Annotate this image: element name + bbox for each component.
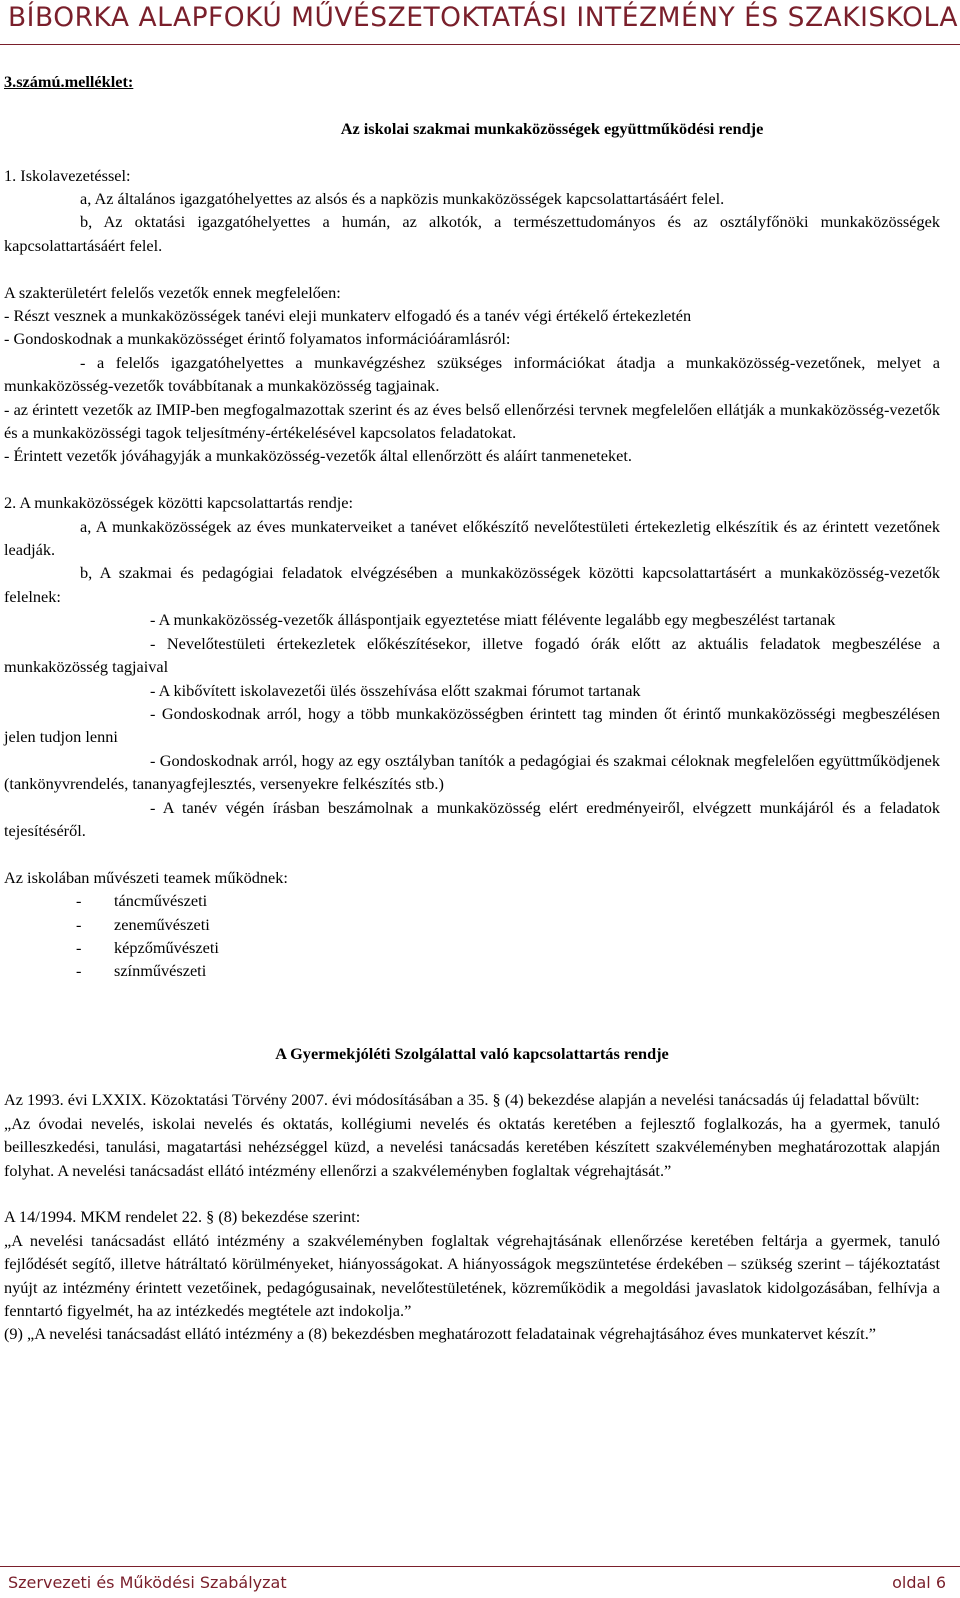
annex-label: 3.számú.melléklet:	[4, 72, 134, 91]
institution-title: BÍBORKA ALAPFOKÚ MŰVÉSZETOKTATÁSI INTÉZMÉNY ÉS SZAKISKOLA	[8, 2, 959, 33]
item1a-paragraph: a, Az általános igazgatóhelyettes az alsós és a napközis munkaközösségek kapcsolattartásáért felel.	[80, 189, 725, 208]
spacer	[4, 140, 940, 163]
spacer	[4, 468, 940, 491]
law1-quote: „Az óvodai nevelés, iskolai nevelés és oktatás, kollégiumi nevelés és oktatás keretében a fejlesztő foglalkozás, ha a gyermek, tanuló beilleszkedési, tanulási, magatartási nehézséggel küzd, a nevelési tanácsadás keretében készített szakvéleményben meghatározottak alapján folyhat. A nevelési tanácsadást ellátó intézmény ellenőrzi a szakvéleményben foglaltak végrehajtását.”	[4, 1113, 940, 1180]
law1-intro: Az 1993. évi LXXIX. Közoktatási Törvény 2007. évi módosításában a 35. § (4) bekezdése alapján a nevelési tanácsadás új feladattal bővült:	[4, 1090, 920, 1110]
teams-intro: Az iskolában művészeti teamek működnek:	[4, 867, 288, 887]
section-title-cooperation: Az iskolai szakmai munkaközösségek együttműködési rendje	[340, 118, 764, 138]
list-item	[4, 889, 940, 912]
item2b-point-4: - Gondoskodnak arról, hogy a több munkaközösségben érintett tag minden őt érintő munkaközösségi megbeszélésen jelen tudjon lenni	[4, 703, 940, 747]
list-dash: -	[76, 914, 82, 934]
footer-document-name: Szervezeti és Működési Szabályzat	[8, 1573, 287, 1592]
team-label: zeneművészeti	[114, 914, 210, 934]
item2a-paragraph: a, A munkaközösségek az éves munkaterveiket a tanévet előkészítő nevelőtestületi értekezletig elkészítik és az érintett vezetőnek leadják.	[4, 516, 940, 560]
item1-heading: 1. Iskolavezetéssel:	[4, 165, 131, 185]
law2-intro: A 14/1994. MKM rendelet 22. § (8) bekezdése szerint:	[4, 1207, 361, 1227]
page-footer	[0, 1566, 960, 1598]
spacer	[4, 1182, 940, 1205]
spacer	[4, 93, 940, 116]
leaders-point-3: - az érintett vezetők az IMIP-ben megfogalmazottak szerint és az éves belső ellenőrzési tervnek megfelelően ellátják a munkaközösség-vezetők és a munkaközösségi tagok teljesítmény-értékelésével kapcsolatos feladatokat.	[4, 399, 940, 443]
spacer	[4, 1006, 940, 1029]
list-dash: -	[76, 961, 82, 981]
item2b-point-2: - Nevelőtestületi értekezletek előkészítésekor, illetve fogadó órák előtt az aktuális feladatok megbeszélése a munkaközösség tagjaival	[4, 633, 940, 677]
item2b-paragraph: b, A szakmai és pedagógiai feladatok elvégzésében a munkaközösségek közötti kapcsolattartásért a munkaközösség-vezetők felelnek:	[4, 563, 940, 606]
document-body	[4, 70, 940, 1346]
list-item	[4, 936, 940, 959]
law2-paragraph-9: (9) „A nevelési tanácsadást ellátó intézmény a (8) bekezdésben meghatározott feladatainak végrehajtásához éves munkatervet készít.”	[4, 1324, 877, 1344]
team-label: táncművészeti	[114, 891, 208, 911]
spacer	[4, 983, 940, 1006]
team-label: színművészeti	[114, 961, 207, 981]
item1b-paragraph: b, Az oktatási igazgatóhelyettes a humán, az alkotók, a természettudományos és az osztályfőnöki munkaközösségek kapcsolattartásáért felel.	[4, 212, 940, 255]
list-item	[4, 959, 940, 982]
leaders-intro: A szakterületért felelős vezetők ennek megfelelően:	[4, 282, 341, 302]
item2b-point-6: - A tanév végén írásban beszámolnak a munkaközösség elért eredményeiről, elvégzett munkájáról és a feladatok tejesítéséről.	[4, 797, 940, 840]
list-dash: -	[76, 937, 82, 957]
list-dash: -	[76, 891, 82, 911]
page-header	[0, 0, 960, 45]
spacer	[4, 1030, 940, 1042]
leaders-point-1: - Részt vesznek a munkaközösségek tanévi eleji munkaterv elfogadó és a tanév végi értékelő értekezletén	[4, 306, 692, 326]
section-title-child-welfare: A Gyermekjóléti Szolgálattal való kapcsolattartás rendje	[275, 1043, 669, 1063]
spacer	[4, 1065, 940, 1088]
law2-quote: „A nevelési tanácsadást ellátó intézmény a szakvéleményben foglaltak végrehajtásának ellenőrzése keretében feltárja a gyermek, tanuló fejlődését segítő, illetve hátráltató körülményeket, hiányosságokat. A hiányosságok megszüntetése érdekében – szükség szerint – tájékoztatást nyújt az intézmény érintett vezetőinek, pedagógusainak, nevelőtestületének, közreműködik a megoldási javaslatok kidolgozásában, felhívja a fenntartó figyelmét, ha az intézkedés megtétele azt indokolja.”	[4, 1230, 940, 1320]
item2b-point-3: - A kibővített iskolavezetői ülés összehívása előtt szakmai fórumot tartanak	[150, 680, 641, 700]
leaders-point-4: - Érintett vezetők jóváhagyják a munkaközösség-vezetők által ellenőrzött és aláírt tanmeneteket.	[4, 446, 632, 466]
list-item	[4, 913, 940, 936]
item2b-point-1: - A munkaközösség-vezetők álláspontjaik egyeztetése miatt félévente legalább egy megbeszélést tartanak	[150, 610, 836, 630]
leaders-point-2a: - a felelős igazgatóhelyettes a munkavégzéshez szükséges információkat átadja a munkaközösség-vezetőnek, melyet a munkaközösség-vezetők továbbítanak a munkaközösség tagjainak.	[4, 352, 940, 396]
team-label: képzőművészeti	[114, 937, 219, 957]
page-number: oldal 6	[892, 1573, 946, 1592]
item2b-point-5: - Gondoskodnak arról, hogy az egy osztályban tanítók a pedagógiai és szakmai céloknak megfelelően együttműködjenek (tankönyvrendelés, tananyagfejlesztés, versenyekre felkészítés stb.)	[4, 750, 940, 794]
teams-list	[4, 889, 940, 983]
item2-heading: 2. A munkaközösségek közötti kapcsolattartás rendje:	[4, 493, 354, 513]
spacer	[4, 257, 940, 280]
leaders-point-2: - Gondoskodnak a munkaközösséget érintő folyamatos információáramlásról:	[4, 329, 511, 349]
spacer	[4, 842, 940, 865]
